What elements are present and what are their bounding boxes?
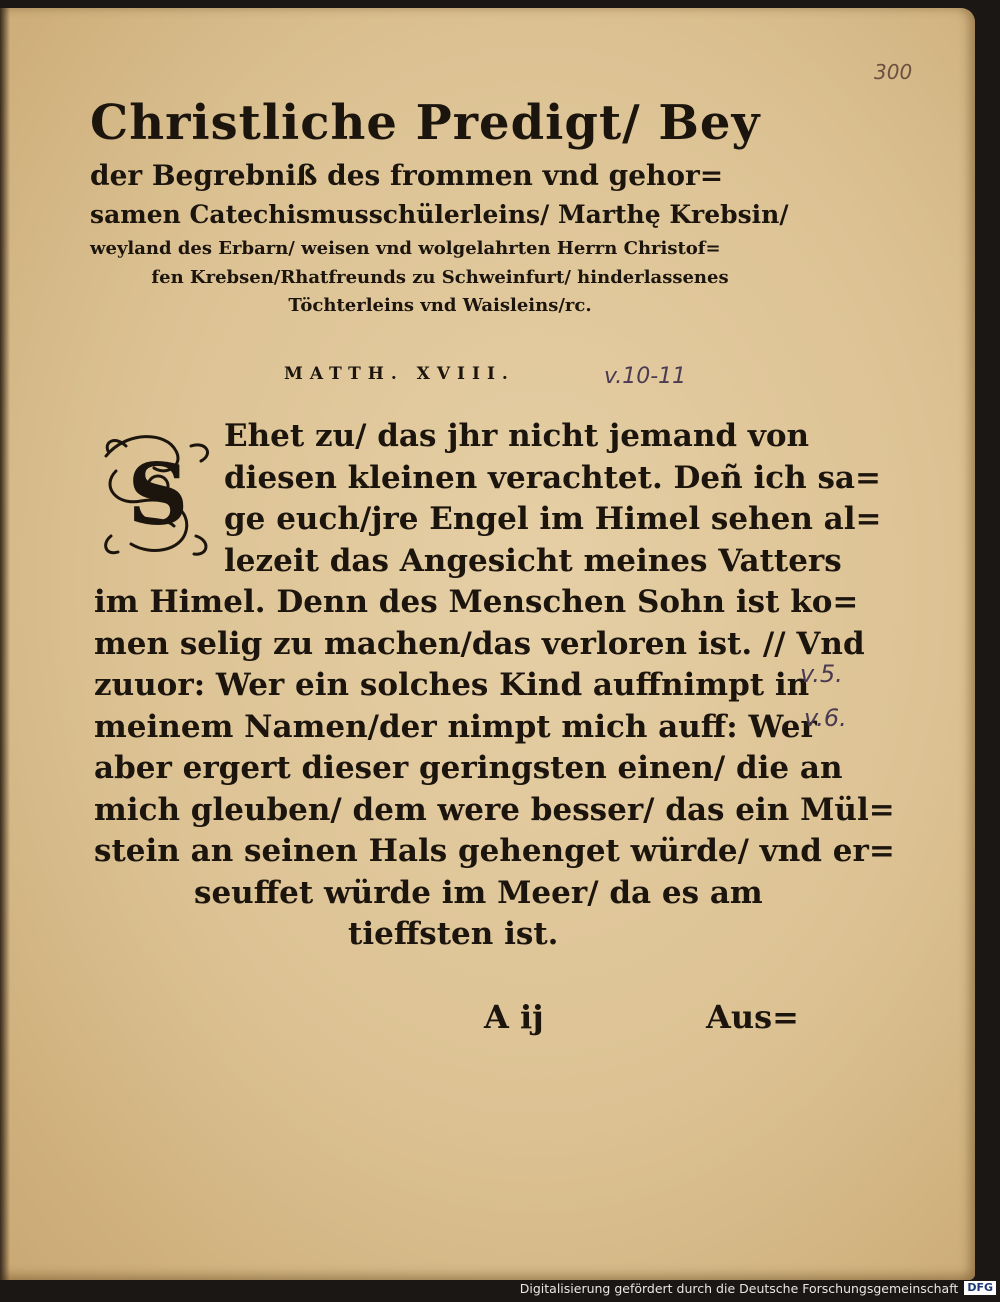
margin-note: v.6. bbox=[804, 704, 847, 732]
title-line: der Begrebniß des frommen vnd gehor= bbox=[90, 159, 724, 192]
dfg-logo: DFG bbox=[964, 1281, 996, 1295]
text-line: stein an seinen Hals gehenget würde/ vnd er= bbox=[94, 833, 895, 869]
text-line: aber ergert dieser geringsten einen/ die an bbox=[94, 750, 843, 786]
title-line: samen Catechismusschülerleins/ Marthę Krebsin/ bbox=[90, 200, 789, 229]
text-line: mich gleuben/ dem were besser/ das ein Mül= bbox=[94, 791, 895, 828]
book-page bbox=[0, 8, 975, 1280]
title-line: Töchterleins vnd Waisleins/rc. bbox=[288, 295, 592, 316]
scripture-reference: MATTH. XVIII. bbox=[284, 364, 515, 384]
title-line: Christliche Predigt/ Bey bbox=[90, 95, 761, 151]
text-line: Ehet zu/ das jhr nicht jemand von bbox=[224, 418, 810, 454]
folio-note: 300 bbox=[874, 60, 913, 84]
text-line: diesen kleinen verachtet. Deñ ich sa= bbox=[224, 459, 881, 496]
page-title bbox=[90, 90, 790, 320]
funding-footer bbox=[520, 1280, 996, 1296]
text-line: lezeit das Angesicht meines Vatters bbox=[224, 542, 842, 579]
title-line: weyland des Erbarn/ weisen vnd wolgelahrten Herrn Christof= bbox=[90, 238, 721, 259]
text-line: zuuor: Wer ein solches Kind auffnimpt in bbox=[94, 667, 810, 703]
catchword: Aus= bbox=[706, 998, 799, 1036]
text-line: men selig zu machen/das verloren ist. // Vnd bbox=[94, 625, 865, 662]
text-line: meinem Namen/der nimpt mich auff: Wer bbox=[94, 708, 817, 745]
scripture-reference-annotation: v.10-11 bbox=[604, 364, 687, 389]
page-gutter bbox=[0, 8, 10, 1280]
text-line: im Himel. Denn des Menschen Sohn ist ko= bbox=[94, 584, 859, 620]
margin-note: v.5. bbox=[800, 660, 843, 688]
signature-mark: A ij bbox=[484, 998, 544, 1036]
text-line: seuffet würde im Meer/ da es am bbox=[194, 874, 763, 911]
svg-text:S: S bbox=[127, 445, 189, 544]
title-line: fen Krebsen/Rhatfreunds zu Schweinfurt/ hinderlassenes bbox=[151, 267, 729, 288]
text-line: ge euch/jre Engel im Himel sehen al= bbox=[224, 501, 882, 537]
text-line: tieffsten ist. bbox=[348, 916, 559, 952]
funding-footer-text: Digitalisierung gefördert durch die Deutsche Forschungsgemeinschaft bbox=[519, 1280, 959, 1296]
